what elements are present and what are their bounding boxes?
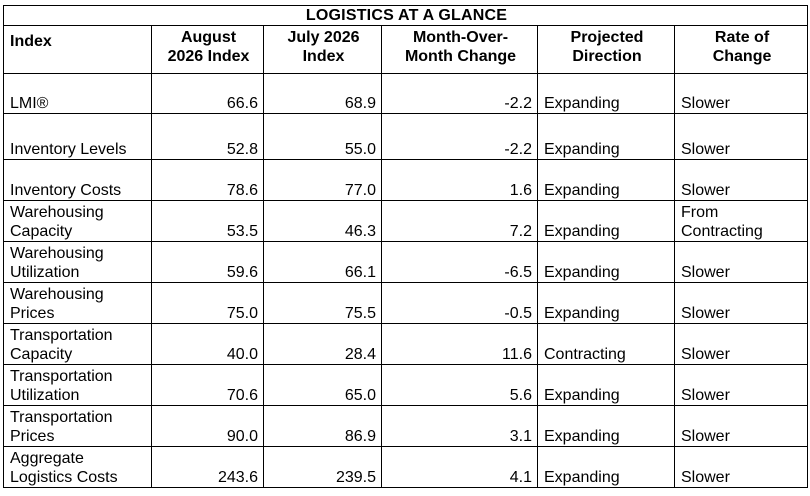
- cell-line: Inventory Costs: [10, 182, 122, 199]
- cell-line: Aggregate: [10, 450, 84, 467]
- cell-direction: Expanding: [538, 201, 675, 242]
- cell-change: 5.6: [382, 365, 538, 406]
- cell-line: Warehousing: [10, 245, 104, 262]
- cell-index: [4, 283, 152, 324]
- cell-direction: Expanding: [538, 160, 675, 201]
- cell-change: 11.6: [382, 324, 538, 365]
- logistics-table: [3, 5, 808, 488]
- cell-line: Slower: [681, 182, 730, 199]
- cell-rate: [675, 365, 808, 406]
- column-header-august: August 2026 Index: [152, 26, 264, 74]
- cell-august: 66.6: [152, 74, 264, 114]
- cell-rate: [675, 242, 808, 283]
- column-header-july: July 2026 Index: [264, 26, 382, 74]
- cell-change: -2.2: [382, 114, 538, 160]
- table-row: [4, 242, 808, 283]
- cell-change: -2.2: [382, 74, 538, 114]
- cell-august: 78.6: [152, 160, 264, 201]
- cell-line: Transportation: [10, 368, 113, 385]
- cell-july: 86.9: [264, 406, 382, 447]
- cell-august: 90.0: [152, 406, 264, 447]
- cell-change: -0.5: [382, 283, 538, 324]
- cell-line: Slower: [681, 141, 730, 158]
- cell-rate: [675, 114, 808, 160]
- cell-direction: Expanding: [538, 74, 675, 114]
- cell-july: 239.5: [264, 447, 382, 488]
- cell-index: [4, 160, 152, 201]
- cell-line: Slower: [681, 264, 730, 281]
- cell-rate: [675, 447, 808, 488]
- cell-line: Slower: [681, 469, 730, 486]
- cell-line: Logistics Costs: [10, 469, 118, 486]
- cell-line: Transportation: [10, 327, 113, 344]
- cell-direction: Expanding: [538, 114, 675, 160]
- cell-rate: [675, 324, 808, 365]
- cell-august: 243.6: [152, 447, 264, 488]
- cell-change: 3.1: [382, 406, 538, 447]
- table-row: [4, 201, 808, 242]
- table-row: [4, 447, 808, 488]
- cell-july: 75.5: [264, 283, 382, 324]
- cell-line: Prices: [10, 428, 55, 445]
- cell-rate: [675, 160, 808, 201]
- cell-index: [4, 406, 152, 447]
- cell-august: 59.6: [152, 242, 264, 283]
- cell-july: 68.9: [264, 74, 382, 114]
- column-header-change: Month-Over- Month Change: [382, 26, 538, 74]
- cell-august: 70.6: [152, 365, 264, 406]
- cell-direction: Expanding: [538, 447, 675, 488]
- cell-line: Utilization: [10, 387, 80, 404]
- cell-line: LMI®: [10, 95, 49, 112]
- table-title: LOGISTICS AT A GLANCE: [4, 6, 808, 26]
- cell-index: [4, 365, 152, 406]
- cell-line: Inventory Levels: [10, 141, 127, 158]
- column-header-rate: Rate of Change: [675, 26, 808, 74]
- cell-line: Slower: [681, 346, 730, 363]
- cell-direction: Contracting: [538, 324, 675, 365]
- cell-july: 55.0: [264, 114, 382, 160]
- cell-direction: Expanding: [538, 406, 675, 447]
- cell-change: 4.1: [382, 447, 538, 488]
- cell-change: 1.6: [382, 160, 538, 201]
- table-row: [4, 114, 808, 160]
- cell-line: Prices: [10, 305, 55, 322]
- cell-change: 7.2: [382, 201, 538, 242]
- cell-august: 40.0: [152, 324, 264, 365]
- cell-index: [4, 201, 152, 242]
- cell-index: [4, 447, 152, 488]
- column-header-index: Index: [4, 26, 152, 74]
- cell-rate: [675, 201, 808, 242]
- table-row: [4, 74, 808, 114]
- cell-line: Slower: [681, 387, 730, 404]
- cell-july: 66.1: [264, 242, 382, 283]
- cell-line: Capacity: [10, 346, 73, 363]
- cell-index: [4, 324, 152, 365]
- table-row: [4, 160, 808, 201]
- cell-rate: [675, 406, 808, 447]
- cell-line: Slower: [681, 95, 730, 112]
- cell-line: Utilization: [10, 264, 80, 281]
- cell-change: -6.5: [382, 242, 538, 283]
- cell-line: Contracting: [681, 223, 763, 240]
- table-row: [4, 283, 808, 324]
- cell-direction: Expanding: [538, 283, 675, 324]
- cell-line: Warehousing: [10, 204, 104, 221]
- cell-line: Transportation: [10, 409, 113, 426]
- cell-line: From: [681, 204, 719, 221]
- table-row: [4, 365, 808, 406]
- cell-august: 53.5: [152, 201, 264, 242]
- cell-july: 28.4: [264, 324, 382, 365]
- cell-line: Slower: [681, 428, 730, 445]
- cell-line: Warehousing: [10, 286, 104, 303]
- cell-july: 46.3: [264, 201, 382, 242]
- column-header-direction: Projected Direction: [538, 26, 675, 74]
- cell-index: [4, 74, 152, 114]
- table-body: [4, 74, 808, 488]
- table-row: [4, 324, 808, 365]
- cell-direction: Expanding: [538, 242, 675, 283]
- cell-july: 77.0: [264, 160, 382, 201]
- cell-direction: Expanding: [538, 365, 675, 406]
- cell-july: 65.0: [264, 365, 382, 406]
- cell-line: Capacity: [10, 223, 73, 240]
- cell-index: [4, 114, 152, 160]
- cell-august: 75.0: [152, 283, 264, 324]
- cell-line: Slower: [681, 305, 730, 322]
- cell-august: 52.8: [152, 114, 264, 160]
- cell-index: [4, 242, 152, 283]
- cell-rate: [675, 283, 808, 324]
- table-row: [4, 406, 808, 447]
- cell-rate: [675, 74, 808, 114]
